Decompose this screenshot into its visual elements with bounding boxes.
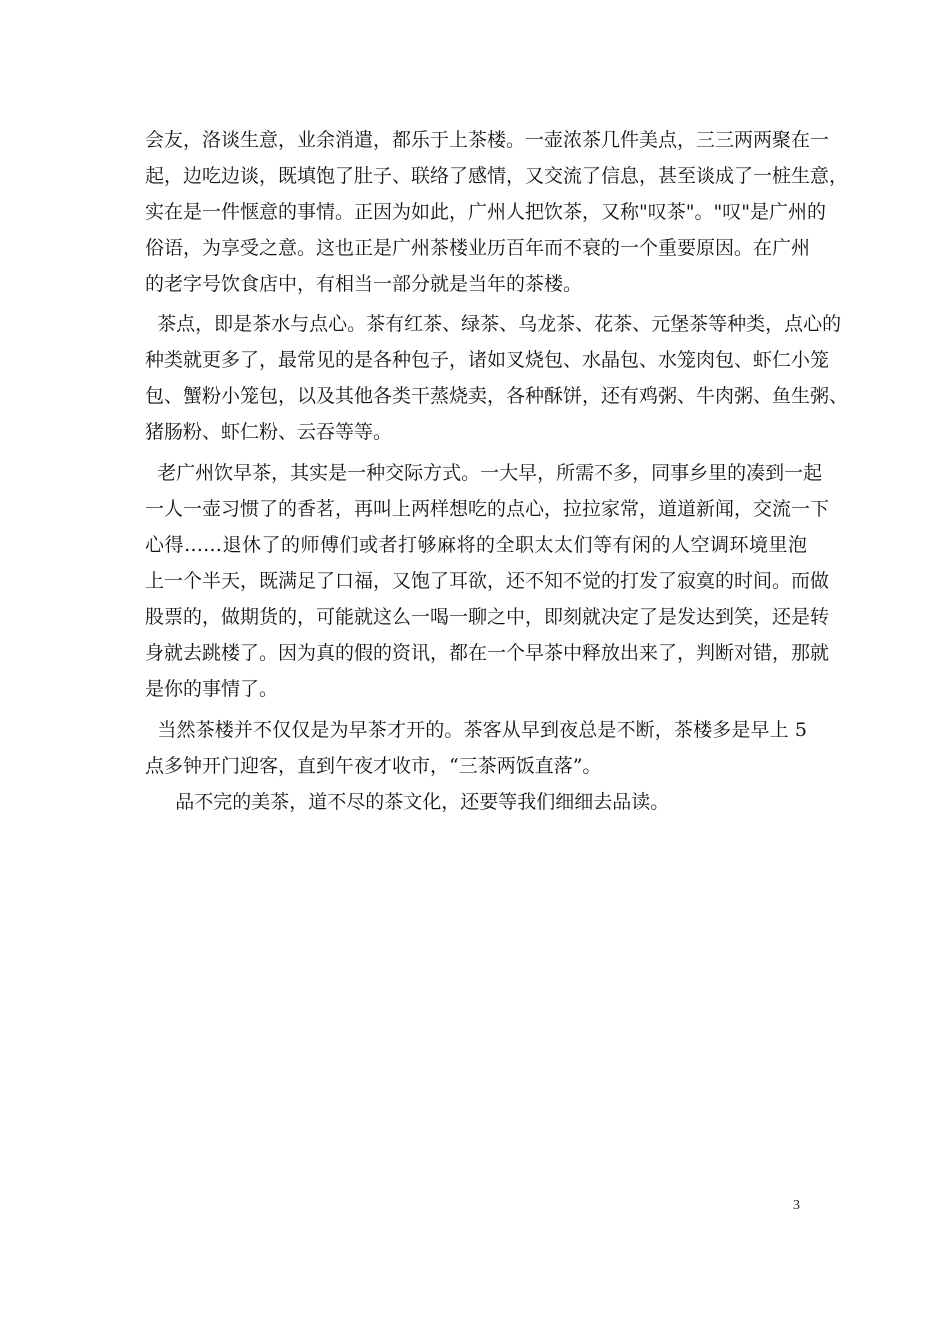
text-line: 俗语，为享受之意。这也正是广州茶楼业历百年而不衰的一个重要原因。在广州	[145, 237, 811, 259]
text-line: 股票的，做期货的，可能就这么一喝一聊之中，即刻就决定了是发达到笑，还是转	[145, 606, 830, 628]
text-line: 心得……退休了的师傅们或者打够麻将的全职太太们等有闲的人空调环境里泡	[145, 534, 807, 556]
paragraph-tea-snacks	[145, 306, 849, 450]
text-line: 当然茶楼并不仅仅是为早茶才开的。茶客从早到夜总是不断，茶楼多是早上 5	[145, 719, 807, 741]
text-line: 起，边吃边谈，既填饱了肚子、联络了感情，又交流了信息，甚至谈成了一桩生意，	[145, 165, 849, 187]
text-line: 种类就更多了，最常见的是各种包子，诸如叉烧包、水晶包、水笼肉包、虾仁小笼	[145, 349, 830, 371]
text-line: 的老字号饮食店中，有相当一部分就是当年的茶楼。	[145, 273, 583, 295]
text-line: 是你的事情了。	[145, 678, 279, 700]
text-line: 猪肠粉、虾仁粉、云吞等等。	[145, 421, 393, 443]
paragraph-opening-hours	[145, 712, 807, 820]
paragraph-morning-tea-social	[145, 455, 830, 707]
text-line: 点多钟开门迎客，直到午夜才收市，“三茶两饭直落”。	[145, 755, 602, 777]
text-line: 会友，洛谈生意，业余消遣，都乐于上茶楼。一壶浓茶几件美点，三三两两聚在一	[145, 129, 830, 151]
page-number: 3	[793, 1198, 800, 1213]
text-line: 茶点，即是茶水与点心。茶有红茶、绿茶、乌龙茶、花茶、元堡茶等种类，点心的	[145, 313, 842, 335]
text-line: 老广州饮早茶，其实是一种交际方式。一大早，所需不多，同事乡里的凑到一起	[145, 462, 823, 484]
text-line: 上一个半天，既满足了口福，又饱了耳欲，还不知不觉的打发了寂寞的时间。而做	[145, 570, 830, 592]
text-line: 身就去跳楼了。因为真的假的资讯，都在一个早茶中释放出来了，判断对错，那就	[145, 642, 830, 664]
text-line: 包、蟹粉小笼包，以及其他各类干蒸烧卖，各种酥饼，还有鸡粥、牛肉粥、鱼生粥、	[145, 385, 849, 407]
text-line: 实在是一件惬意的事情。正因为如此，广州人把饮茶，又称"叹茶"。"叹"是广州的	[145, 201, 826, 223]
paragraph-tea-house-socializing	[145, 122, 849, 302]
text-line: 品不完的美茶，道不尽的茶文化，还要等我们细细去品读。	[145, 791, 670, 813]
text-line: 一人一壶习惯了的香茗，再叫上两样想吃的点心，拉拉家常，道道新闻，交流一下	[145, 498, 830, 520]
